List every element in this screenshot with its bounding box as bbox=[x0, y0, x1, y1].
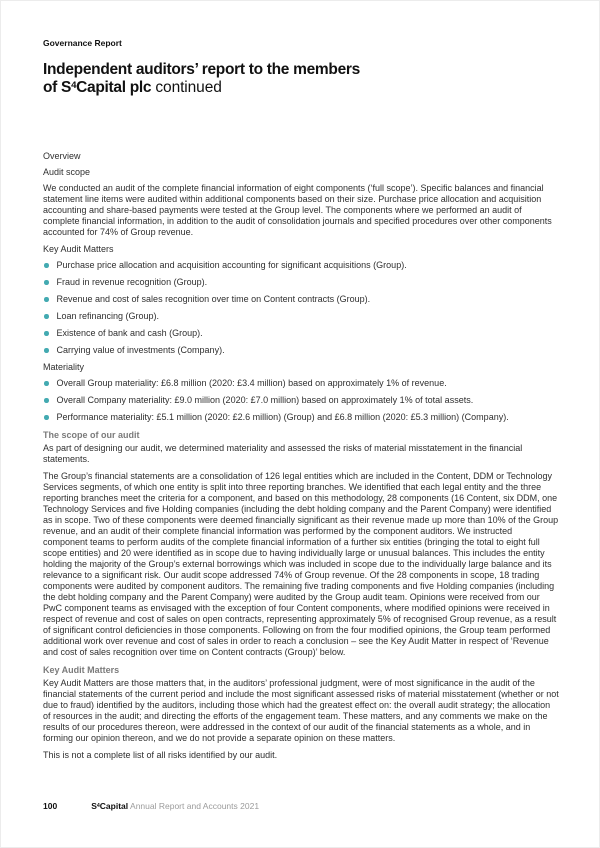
page-number: 100 bbox=[43, 801, 58, 811]
list-item bbox=[43, 345, 559, 356]
subheading-key-audit-matters: Key Audit Matters bbox=[43, 665, 120, 675]
title-superscript-4: 4 bbox=[71, 79, 77, 91]
list-item bbox=[43, 260, 559, 271]
materiality-list bbox=[43, 378, 559, 423]
list-item-text: Performance materiality: £5.1 million (2020: £2.6 million) (Group) and £6.8 million (2020: £5.3 million) (Company). bbox=[56, 412, 509, 422]
key-audit-matters-list bbox=[43, 260, 559, 356]
list-item-text: Existence of bank and cash (Group). bbox=[56, 328, 203, 338]
list-item-text: Purchase price allocation and acquisition accounting for significant acquisitions (Group). bbox=[56, 260, 407, 270]
paragraph-scope-detail: The Group’s financial statements are a consolidation of 126 legal entities which are included in the Content, DDM or Technology Services segments, of which one entity is split into three reporting branches. We identified that each legal entity and the three reporting branches meet the criteria for a component, and based on this methodology, 28 components (16 Content, six DDM, one Technology Services and five Holding companies (including the debt holding company and the Parent Company) were identified as in scope. Two of these components were deemed financially significant as their revenue made up more than 10% of the Group revenue, and an audit of their complete financial information was performed by the component auditors. We instructed component teams to perform audits of the complete financial information of a further six entities (bringing the total to eight full scope entities) and 20 were identified as in scope due to having individually large or unusual balances. This includes the entity holding the majority of the Group’s external borrowings which was included in scope due to the individually large balance and its relevance to a significant risk. Our audit scope addressed 74% of Group revenue. Of the 28 components in scope, 18 trading components were audited by component auditors. The remaining five trading components and five Holding companies (including the debt holding company and the Parent Company) were audited by the Group audit team. Opinions were received from our PwC component teams as envisaged with the exception of four Content components, where modified opinions were received in respect of revenue and cost of sales on open contracts, representing approximately 5% of recognised Group revenue, as a result of significant control deficiencies in those components. Following on from the four modified opinions, the Group team performed additional work over revenue and cost of sales in order to reach a conclusion – see the Key Audit Matter in respect of ‘Revenue and cost of sales recognition over time on Content contracts (Group)’ below. bbox=[43, 471, 559, 657]
list-item bbox=[43, 395, 559, 406]
list-item bbox=[43, 328, 559, 339]
bullet-icon bbox=[44, 398, 49, 403]
list-item-text: Fraud in revenue recognition (Group). bbox=[56, 277, 208, 287]
bullet-icon bbox=[44, 297, 49, 302]
section-eyebrow: Governance Report bbox=[43, 38, 122, 48]
bullet-icon bbox=[44, 331, 49, 336]
heading-key-audit-matters: Key Audit Matters bbox=[43, 244, 114, 254]
bullet-icon bbox=[44, 348, 49, 353]
page-footer bbox=[43, 801, 559, 811]
page-title-line1: Independent auditors’ report to the members bbox=[43, 61, 360, 78]
list-item-text: Loan refinancing (Group). bbox=[56, 311, 160, 321]
list-item bbox=[43, 294, 559, 305]
page-title-line2-bold-a: of S bbox=[43, 79, 72, 96]
paragraph-audit-scope: We conducted an audit of the complete financial information of eight components (‘full scope’). Specific balances and financial statement line items were audited within additional components based on their size. Purchase price allocation and acquisition accounting and share-based payments were tested at the Group level. The components where we performed an audit of complete financial information, in addition to the audit of consolidation journals and specified procedures over other components accounted for 74% of Group revenue. bbox=[43, 183, 552, 237]
heading-overview: Overview bbox=[43, 151, 81, 161]
report-body bbox=[43, 151, 559, 761]
list-item bbox=[43, 378, 559, 389]
list-item-text: Overall Company materiality: £9.0 million (2020: £7.0 million) based on approximately 1% of total assets. bbox=[56, 395, 474, 405]
page-title bbox=[43, 61, 559, 99]
bullet-icon bbox=[44, 415, 49, 420]
footer-brand-bold-a: S bbox=[91, 801, 97, 811]
bullet-icon bbox=[44, 263, 49, 268]
list-item bbox=[43, 412, 559, 423]
bullet-icon bbox=[44, 381, 49, 386]
page-title-line2-bold-b: Capital plc bbox=[76, 79, 152, 96]
list-item-text: Overall Group materiality: £6.8 million (2020: £3.4 million) based on approximately 1% of revenue. bbox=[56, 378, 447, 388]
page-title-continued: continued bbox=[151, 79, 222, 96]
list-item bbox=[43, 277, 559, 288]
heading-materiality: Materiality bbox=[43, 362, 85, 372]
list-item-text: Carrying value of investments (Company). bbox=[56, 345, 225, 355]
footer-brand bbox=[91, 801, 259, 811]
paragraph-kam-note: This is not a complete list of all risks identified by our audit. bbox=[43, 750, 278, 760]
bullet-icon bbox=[44, 314, 49, 319]
footer-superscript-4: 4 bbox=[96, 802, 100, 809]
document-page bbox=[1, 1, 599, 761]
list-item bbox=[43, 311, 559, 322]
footer-suffix: Annual Report and Accounts 2021 bbox=[128, 801, 260, 811]
heading-audit-scope: Audit scope bbox=[43, 167, 91, 177]
paragraph-scope-intro: As part of designing our audit, we determined materiality and assessed the risks of material misstatement in the financial statements. bbox=[43, 443, 523, 464]
paragraph-kam-definition: Key Audit Matters are those matters that, in the auditors’ professional judgment, were of most significance in the audit of the financial statements of the current period and include the most significant assessed risks of material misstatement (whether or not due to fraud) identified by the auditors, including those which had the greatest effect on: the overall audit strategy; the allocation of resources in the audit; and directing the efforts of the engagement team. These matters, and any comments we make on the results of our procedures thereon, were addressed in the context of our audit of the financial statements as a whole, and in forming our opinion thereon, and we do not provide a separate opinion on these matters. bbox=[43, 678, 559, 743]
bullet-icon bbox=[44, 280, 49, 285]
footer-brand-bold-b: Capital bbox=[99, 801, 129, 811]
subheading-scope-of-audit: The scope of our audit bbox=[43, 430, 140, 440]
list-item-text: Revenue and cost of sales recognition over time on Content contracts (Group). bbox=[56, 294, 371, 304]
